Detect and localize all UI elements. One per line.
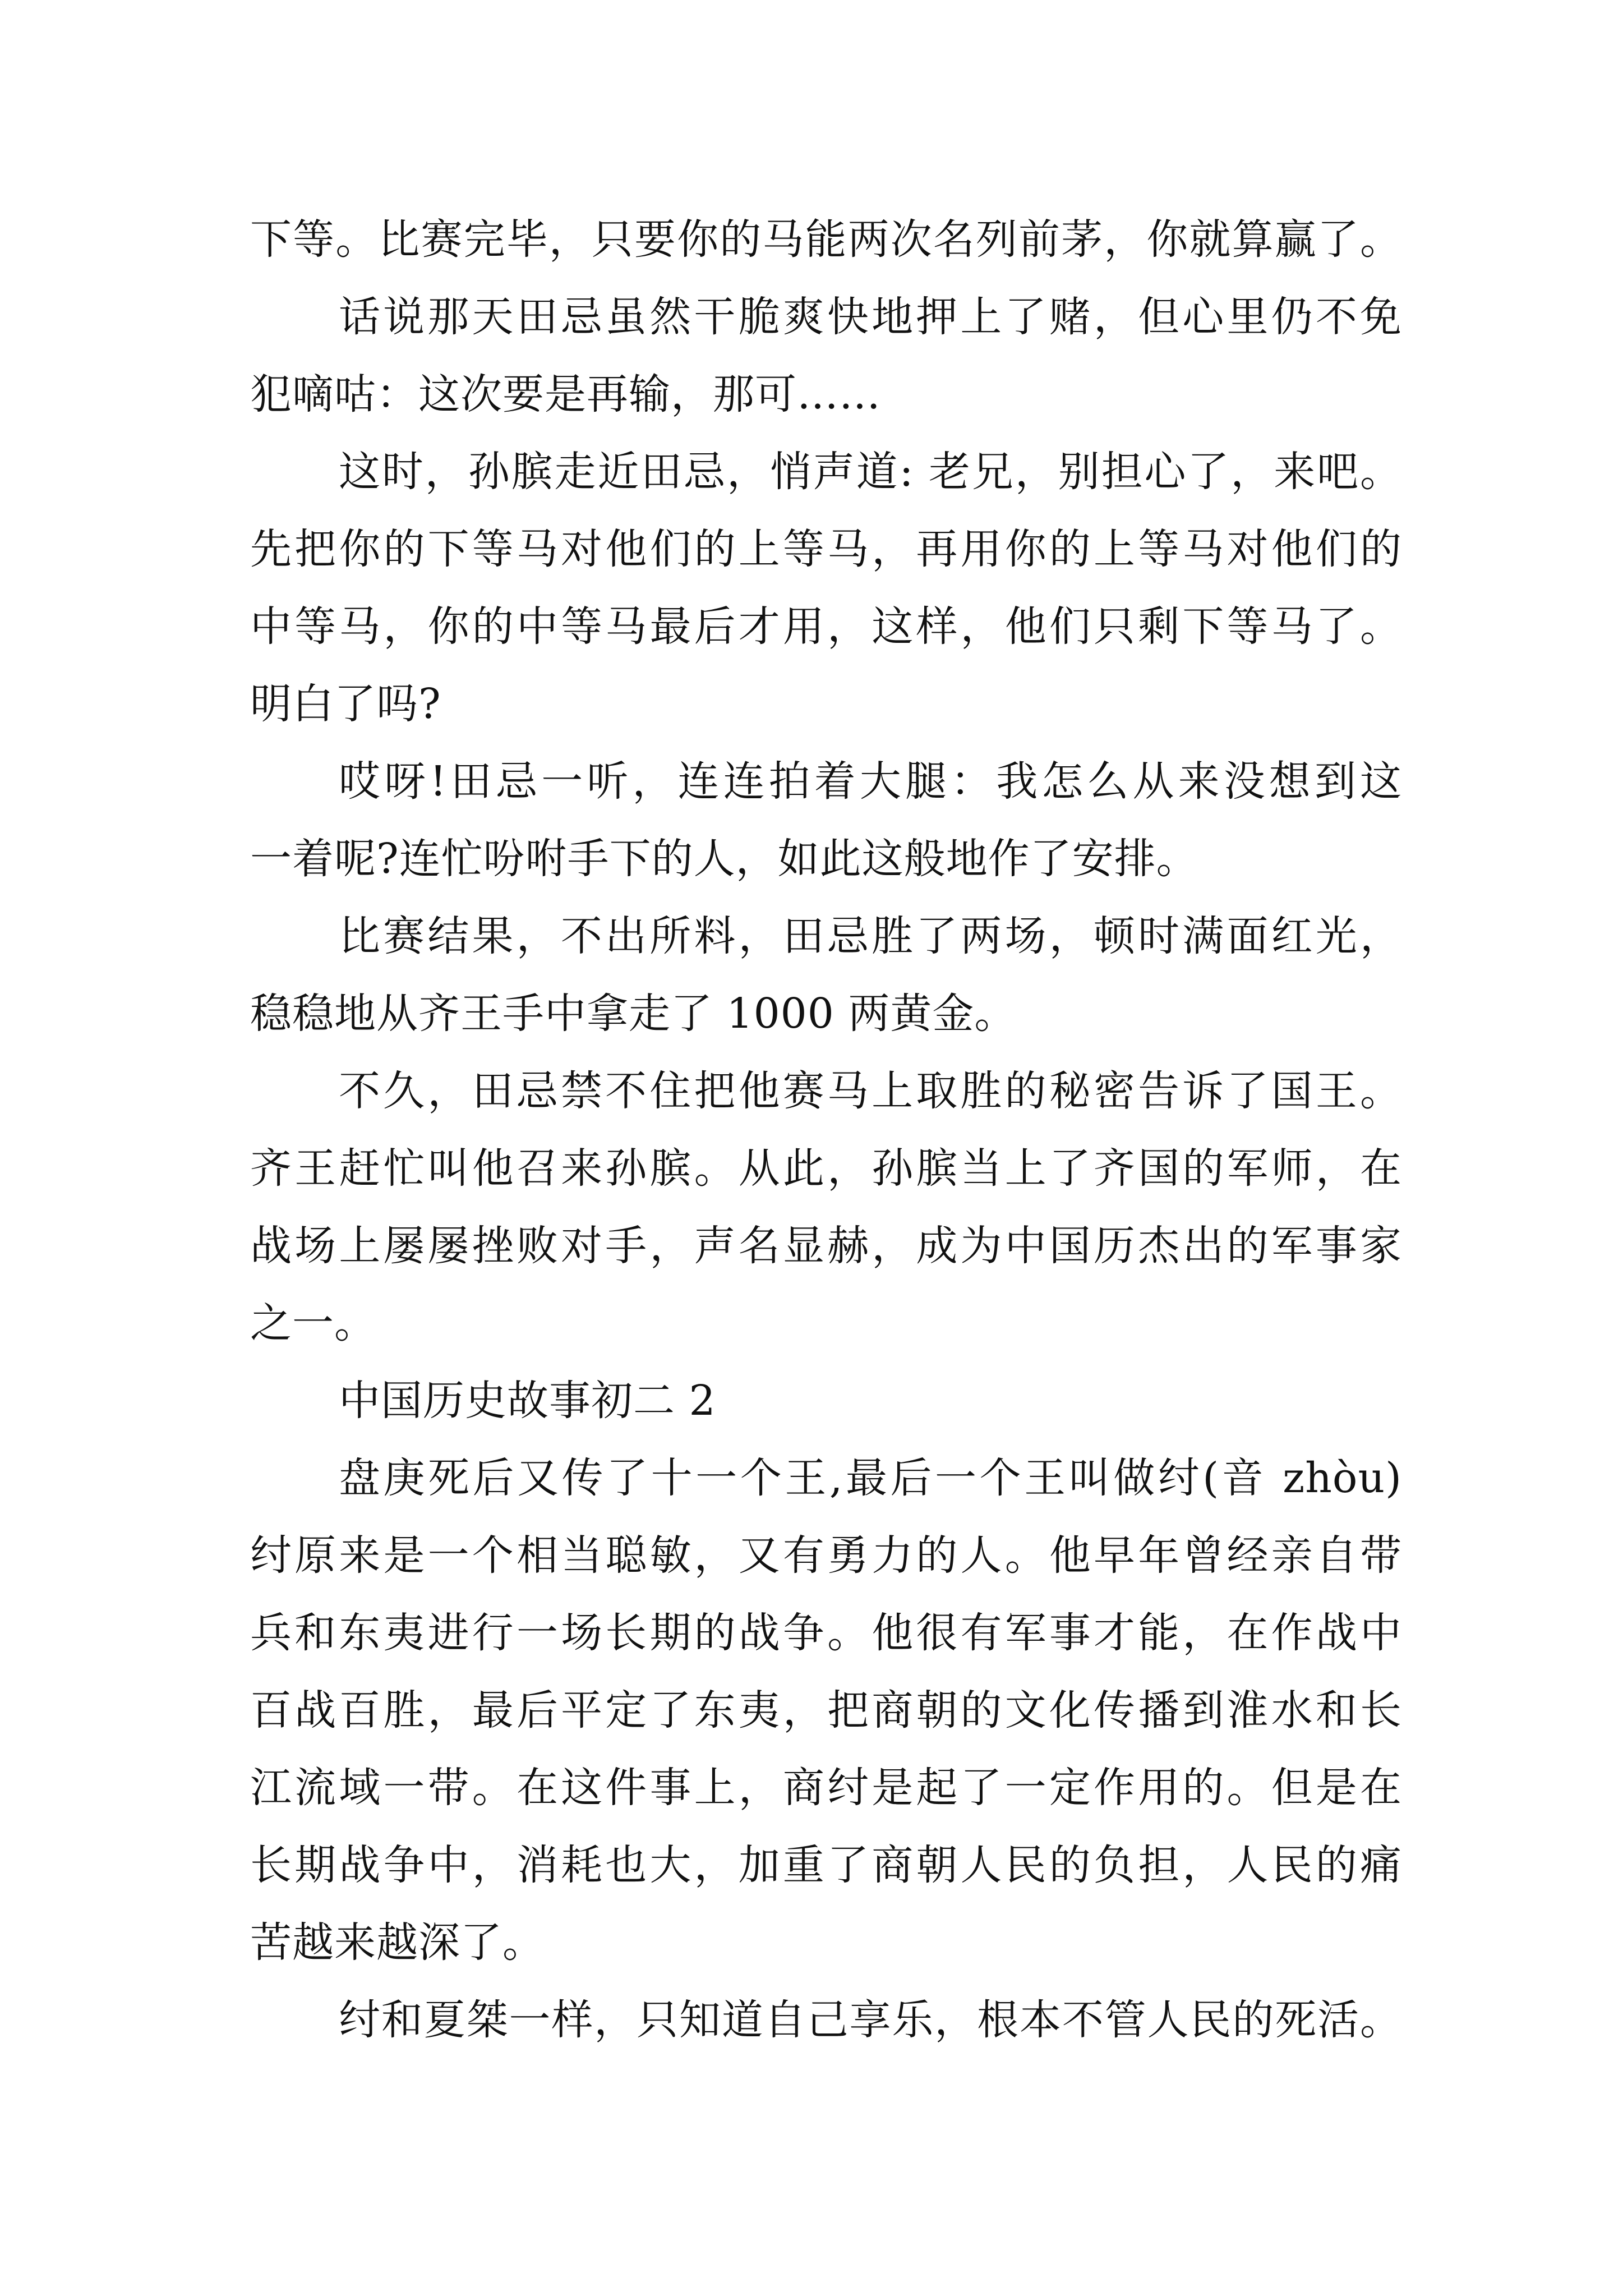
- text-line: 先把你的下等马对他们的上等马，再用你的上等马对他们的: [250, 525, 1402, 573]
- text-line: 哎呀!田忌一听，连连拍着大腿：我怎么从来没想到这: [339, 757, 1402, 806]
- text-line: 不久，田忌禁不住把他赛马上取胜的秘密告诉了国王。: [339, 1067, 1402, 1115]
- text-line: 苦越来越深了。: [250, 1918, 545, 1967]
- text-line: 之一。: [250, 1299, 376, 1347]
- text-line: 战场上屡屡挫败对手，声名显赫，成为中国历杰出的军事家: [250, 1222, 1402, 1270]
- text-line: 纣和夏桀一样，只知道自己享乐，根本不管人民的死活。: [339, 1996, 1402, 2044]
- text-line: 话说那天田忌虽然干脆爽快地押上了赌，但心里仍不免: [339, 293, 1402, 341]
- text-line: 下等。比赛完毕，只要你的马能两次名列前茅，你就算赢了。: [250, 215, 1402, 264]
- text-line: 稳稳地从齐王手中拿走了 1000 两黄金。: [250, 990, 1017, 1038]
- text-line: 兵和东夷进行一场长期的战争。他很有军事才能，在作战中: [250, 1609, 1402, 1657]
- section-heading: 中国历史故事初二 2: [339, 1377, 716, 1425]
- text-line: 中等马，你的中等马最后才用，这样，他们只剩下等马了。: [250, 602, 1402, 651]
- text-line: 这时，孙膑走近田忌，悄声道: 老兄，别担心了，来吧。: [339, 448, 1402, 496]
- text-line: 一着呢?连忙吩咐手下的人，如此这般地作了安排。: [250, 835, 1198, 883]
- text-line: 长期战争中，消耗也大，加重了商朝人民的负担，人民的痛: [250, 1841, 1402, 1889]
- text-line: 齐王赶忙叫他召来孙膑。从此，孙膑当上了齐国的军师，在: [250, 1144, 1402, 1193]
- text-line: 百战百胜，最后平定了东夷，把商朝的文化传播到淮水和长: [250, 1686, 1402, 1734]
- text-line: 比赛结果，不出所料，田忌胜了两场，顿时满面红光，: [339, 912, 1402, 960]
- text-line: 犯嘀咕：这次要是再输，那可……: [250, 370, 881, 418]
- text-line: 盘庚死后又传了十一个王,最后一个王叫做纣(音 zhòu): [339, 1454, 1402, 1502]
- text-line: 纣原来是一个相当聪敏，又有勇力的人。他早年曾经亲自带: [250, 1531, 1402, 1580]
- text-line: 明白了吗?: [250, 680, 441, 728]
- text-line: 江流域一带。在这件事上，商纣是起了一定作用的。但是在: [250, 1764, 1402, 1812]
